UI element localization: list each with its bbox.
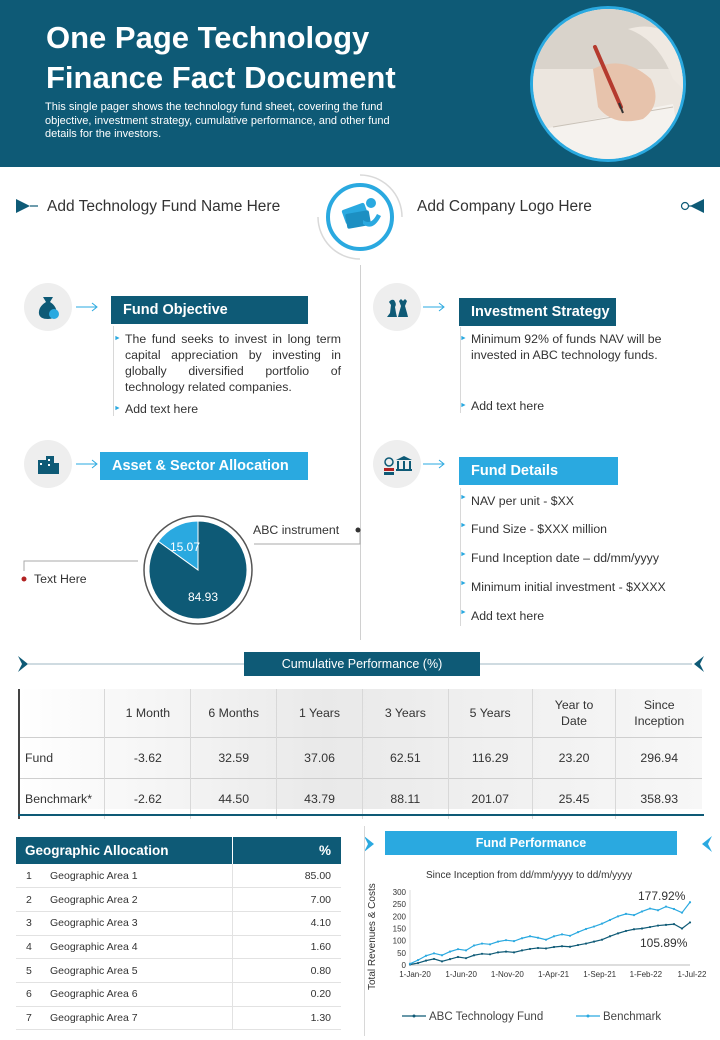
series-point-1 — [689, 901, 691, 903]
geo-area-name: Geographic Area 7 — [50, 1006, 232, 1030]
series-point-1 — [481, 942, 483, 944]
series-point-0 — [641, 927, 643, 929]
legend-marker-0 — [413, 1015, 416, 1018]
asset-allocation-header: Asset & Sector Allocation — [100, 452, 308, 480]
series-point-1 — [681, 912, 683, 914]
table-header-cell: 1 Month — [105, 689, 191, 737]
legend-label-0: ABC Technology Fund — [429, 1011, 544, 1023]
bullet-icon: ► — [460, 402, 467, 409]
series-point-0 — [593, 941, 595, 943]
table-row — [16, 911, 341, 935]
investment-strategy-extra — [460, 398, 545, 414]
pie-slice-label-0: 15.07 — [170, 540, 201, 554]
fund-details-size: Fund Size - $XXX million — [471, 522, 608, 536]
table-row — [16, 959, 341, 983]
abc-dot — [356, 528, 361, 533]
y-tick-label: 0 — [401, 961, 406, 970]
series-point-1 — [505, 939, 507, 941]
series-point-0 — [521, 949, 523, 951]
x-tick-label: 1-Jul-22 — [677, 970, 707, 979]
fund-objective-body: The fund seeks to invest in long term capital appreciation by investing in globally diversified portfolio of technology related companies. — [125, 332, 341, 394]
x-tick-label: 1-Sep-21 — [583, 970, 617, 979]
pie-slice-label-1: 84.93 — [188, 590, 219, 604]
series-point-0 — [601, 939, 603, 941]
series-point-1 — [665, 906, 667, 908]
buildings-icon — [34, 450, 62, 478]
table-cell: 296.94 — [616, 737, 702, 778]
table-row — [16, 864, 341, 888]
investment-strategy-body: Minimum 92% of funds NAV will be invested in ABC technology funds. — [471, 332, 662, 362]
page-title-line-2: Finance Fact Document — [46, 60, 396, 95]
fund-name-placeholder: Add Technology Fund Name Here — [47, 198, 281, 215]
investment-strategy-extra-text: Add text here — [471, 399, 545, 413]
table-cell: 25.45 — [532, 778, 616, 819]
geo-row-number: 3 — [16, 911, 50, 935]
geo-row-number: 7 — [16, 1006, 50, 1030]
geo-body — [16, 864, 341, 1030]
series-point-1 — [489, 943, 491, 945]
series-point-1 — [673, 908, 675, 910]
table-row-label: Fund — [19, 737, 105, 778]
series-point-1 — [457, 948, 459, 950]
series-point-0 — [649, 926, 651, 928]
chess-icon-circle — [373, 283, 421, 331]
table-cell: 62.51 — [362, 737, 448, 778]
fund-details-min-investment: Minimum initial investment - $XXXX — [471, 580, 666, 594]
series-point-1 — [497, 941, 499, 943]
series-point-1 — [417, 959, 419, 961]
page-subtitle: This single pager shows the technology fund sheet, covering the fund objective, investment strategy, cumulative performance, and other fund details for the investors. — [45, 101, 390, 140]
table-cell: 37.06 — [277, 737, 363, 778]
series-point-1 — [625, 913, 627, 915]
table-header-cell: 1 Years — [277, 689, 363, 737]
bullet-icon: ► — [114, 335, 121, 342]
table-header-cell: 3 Years — [362, 689, 448, 737]
series-point-0 — [513, 951, 515, 953]
money-bag-icon — [34, 293, 62, 321]
series-point-0 — [633, 928, 635, 930]
series-point-1 — [617, 915, 619, 917]
table-cell: 201.07 — [448, 778, 532, 819]
fund-details-extra: Add text here — [471, 609, 545, 623]
fund-details-header: Fund Details — [459, 457, 618, 485]
series-point-0 — [441, 960, 443, 962]
buildings-icon-circle — [24, 440, 72, 488]
y-tick-label: 200 — [392, 912, 406, 922]
series-point-1 — [529, 935, 531, 937]
series-point-1 — [609, 919, 611, 921]
table-row — [19, 778, 702, 819]
series-point-0 — [457, 956, 459, 958]
legend-marker-1 — [587, 1015, 590, 1018]
series-point-1 — [513, 940, 515, 942]
geo-header-title: Geographic Allocation — [16, 837, 232, 864]
series-point-0 — [489, 953, 491, 955]
series-point-0 — [609, 935, 611, 937]
series-point-0 — [497, 951, 499, 953]
table-row-label: Benchmark* — [19, 778, 105, 819]
series-point-1 — [585, 928, 587, 930]
geo-area-name: Geographic Area 6 — [50, 982, 232, 1006]
x-tick-label: 1-Apr-21 — [537, 970, 570, 979]
geo-area-name: Geographic Area 4 — [50, 935, 232, 959]
chart-y-axis-label: Total Revenues & Costs — [367, 883, 378, 990]
table-cell: 32.59 — [191, 737, 277, 778]
series-point-1 — [601, 923, 603, 925]
fund-details-nav: NAV per unit - $XX — [471, 494, 574, 508]
series-point-0 — [473, 954, 475, 956]
chevron-right-icon — [364, 836, 374, 852]
series-point-0 — [449, 958, 451, 960]
legend-label-1: Benchmark — [603, 1011, 662, 1023]
fund-objective-text — [114, 331, 341, 395]
x-tick-label: 1-Jun-20 — [445, 970, 477, 979]
bullet-icon: ► — [114, 405, 121, 412]
series-point-1 — [465, 949, 467, 951]
series-point-1 — [441, 954, 443, 956]
y-tick-label: 50 — [397, 948, 406, 958]
geo-area-pct: 7.00 — [232, 888, 341, 912]
series-point-0 — [577, 944, 579, 946]
arrow-right-icon — [76, 459, 98, 469]
series-point-1 — [569, 935, 571, 937]
arrow-right-icon — [423, 302, 445, 312]
bullet-icon: ► — [460, 580, 467, 587]
table-cell: 358.93 — [616, 778, 702, 819]
geo-row-number: 5 — [16, 959, 50, 983]
geo-area-name: Geographic Area 3 — [50, 911, 232, 935]
series-point-1 — [425, 955, 427, 957]
chess-pieces-icon — [383, 293, 411, 321]
chevron-left-icon — [702, 836, 712, 852]
bank-icon-circle — [373, 440, 421, 488]
table-cell: 88.11 — [362, 778, 448, 819]
series-point-0 — [465, 957, 467, 959]
series-point-0 — [561, 945, 563, 947]
fund-objective-header: Fund Objective — [111, 296, 308, 324]
chevron-right-icon — [18, 656, 28, 672]
fund-details-inception: Fund Inception date – dd/mm/yyyy — [471, 551, 659, 565]
cumulative-performance-table — [18, 689, 702, 819]
header-photo — [530, 6, 686, 162]
text-here-dot — [22, 577, 27, 582]
arrow-right-icon — [76, 302, 98, 312]
series-line-1 — [410, 902, 690, 964]
series-point-1 — [577, 931, 579, 933]
arrow-right-icon — [423, 459, 445, 469]
page-title — [46, 18, 486, 98]
table-row — [16, 982, 341, 1006]
y-tick-label: 300 — [392, 888, 406, 897]
table-row — [16, 888, 341, 912]
table-cell: 43.79 — [277, 778, 363, 819]
bank-coins-icon — [382, 450, 412, 478]
benchmark-end-label: 177.92% — [638, 889, 686, 903]
series-point-1 — [561, 933, 563, 935]
geo-area-name: Geographic Area 5 — [50, 959, 232, 983]
series-point-0 — [673, 923, 675, 925]
geo-row-number: 1 — [16, 864, 50, 888]
series-point-0 — [505, 951, 507, 953]
play-arrow-icon — [16, 199, 38, 213]
geo-area-pct: 1.30 — [232, 1006, 341, 1030]
series-point-0 — [529, 948, 531, 950]
investment-strategy-header: Investment Strategy — [459, 298, 616, 326]
series-point-1 — [649, 907, 651, 909]
y-tick-label: 250 — [392, 900, 406, 910]
y-tick-label: 150 — [392, 924, 406, 934]
series-point-1 — [433, 952, 435, 954]
writing-hand-image — [533, 9, 683, 159]
table-header-cell: 6 Months — [191, 689, 277, 737]
chevron-left-icon — [694, 656, 704, 672]
text-here-label: Text Here — [34, 572, 87, 586]
table-cell: 44.50 — [191, 778, 277, 819]
series-point-0 — [617, 932, 619, 934]
x-tick-label: 1-Jan-20 — [399, 970, 431, 979]
geographic-allocation-table — [16, 837, 341, 1030]
cumulative-performance-header: Cumulative Performance (%) — [244, 652, 480, 676]
geo-area-pct: 85.00 — [232, 864, 341, 888]
series-point-1 — [409, 963, 411, 965]
x-tick-label: 1-Nov-20 — [490, 970, 524, 979]
series-point-0 — [433, 958, 435, 960]
series-point-0 — [545, 947, 547, 949]
geo-area-name: Geographic Area 1 — [50, 864, 232, 888]
bullet-icon: ► — [460, 522, 467, 529]
series-point-0 — [681, 927, 683, 929]
table-header-row — [19, 689, 702, 737]
table-cell: 23.20 — [532, 737, 616, 778]
series-point-1 — [449, 951, 451, 953]
bullet-icon: ► — [460, 335, 467, 342]
text-here-leader-line — [24, 561, 138, 571]
bullet-icon: ► — [460, 609, 467, 616]
fund-objective-extra — [114, 401, 199, 417]
finance-logo-icon — [315, 172, 405, 262]
series-point-1 — [593, 925, 595, 927]
geo-header-pct: % — [232, 837, 341, 864]
abc-instrument-label: ABC instrument — [253, 523, 340, 537]
geo-row-number: 2 — [16, 888, 50, 912]
series-point-0 — [665, 924, 667, 926]
geo-area-pct: 0.20 — [232, 982, 341, 1006]
geo-header-row — [16, 837, 341, 864]
series-point-0 — [657, 924, 659, 926]
fund-performance-header: Fund Performance — [385, 831, 677, 855]
series-point-1 — [545, 939, 547, 941]
series-point-1 — [473, 944, 475, 946]
bullet-icon: ► — [460, 494, 467, 501]
table-cell: -3.62 — [105, 737, 191, 778]
fund-details-item — [460, 551, 659, 565]
money-bag-icon-circle — [24, 283, 72, 331]
geo-row-number: 4 — [16, 935, 50, 959]
series-point-0 — [537, 947, 539, 949]
table-header-cell: Year to Date — [532, 689, 616, 737]
series-point-1 — [521, 937, 523, 939]
fund-end-label: 105.89% — [640, 936, 688, 950]
geo-area-pct: 1.60 — [232, 935, 341, 959]
fund-details-item — [460, 609, 545, 623]
table-cell: 116.29 — [448, 737, 532, 778]
geo-area-pct: 4.10 — [232, 911, 341, 935]
series-point-0 — [425, 960, 427, 962]
page-title-line-1: One Page Technology — [46, 20, 370, 55]
table-row — [16, 935, 341, 959]
geo-area-name: Geographic Area 2 — [50, 888, 232, 912]
fund-performance-chart — [362, 860, 718, 1038]
company-logo-placeholder: Add Company Logo Here — [417, 198, 592, 215]
chart-subtitle: Since Inception from dd/mm/yyyy to dd/m/yyyy — [426, 870, 633, 881]
y-tick-label: 100 — [392, 936, 406, 946]
series-point-1 — [641, 910, 643, 912]
table-header-cell: 5 Years — [448, 689, 532, 737]
series-point-0 — [585, 942, 587, 944]
table-header-cell: Since Inception — [616, 689, 702, 737]
table-header-cell — [19, 689, 105, 737]
series-point-0 — [689, 921, 691, 923]
fund-details-item — [460, 494, 574, 508]
series-point-0 — [569, 946, 571, 948]
pie-slices — [149, 521, 247, 619]
series-point-0 — [481, 953, 483, 955]
table-row — [19, 737, 702, 778]
series-point-1 — [537, 937, 539, 939]
series-point-1 — [553, 935, 555, 937]
series-point-1 — [657, 909, 659, 911]
fund-details-item — [460, 580, 666, 594]
cumulative-bottom-rule — [18, 814, 704, 816]
series-point-1 — [633, 914, 635, 916]
series-point-0 — [553, 946, 555, 948]
fund-objective-extra-text: Add text here — [125, 402, 199, 416]
series-point-0 — [417, 962, 419, 964]
fund-details-item — [460, 522, 608, 536]
series-point-0 — [625, 930, 627, 932]
table-row — [16, 1006, 341, 1030]
geo-row-number: 6 — [16, 982, 50, 1006]
bullet-icon: ► — [460, 551, 467, 558]
investment-strategy-text — [460, 331, 686, 363]
table-cell: -2.62 — [105, 778, 191, 819]
x-tick-label: 1-Feb-22 — [629, 970, 663, 979]
left-arrow-icon — [680, 199, 706, 213]
geo-area-pct: 0.80 — [232, 959, 341, 983]
